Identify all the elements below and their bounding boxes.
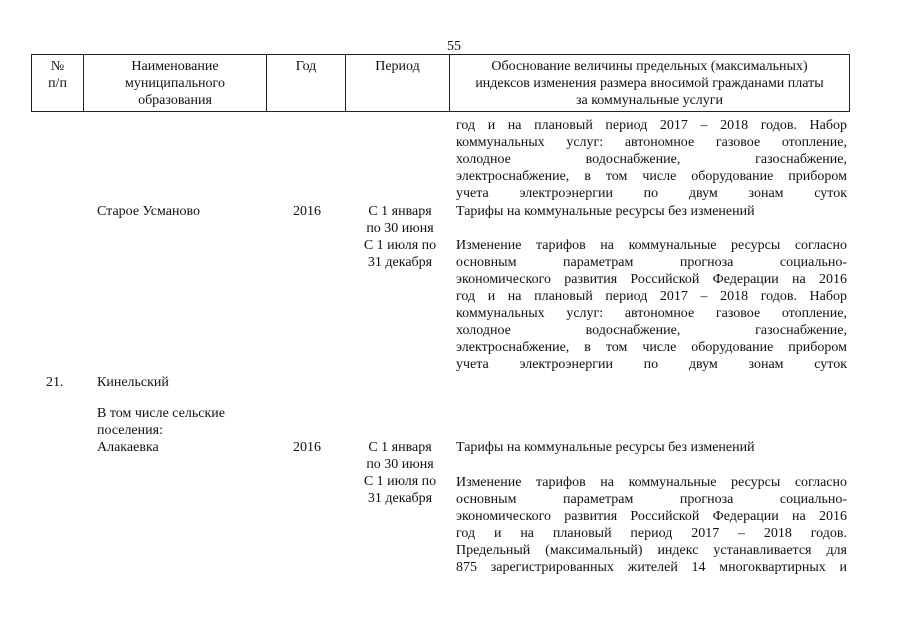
header-name-line: муниципального (125, 76, 225, 91)
row-period (352, 203, 448, 271)
period-line: С 1 июля по (363, 238, 437, 253)
reason-line: Изменение тарифов на коммунальные ресурсы согласно (456, 238, 847, 253)
reason-line: учета электроэнергии по двум зонам суток (456, 186, 847, 201)
header-num (32, 55, 84, 112)
reason-line: экономического развития Российской Федерации на 2016 (456, 509, 847, 524)
reason-line: основным параметрам прогноза социально- (456, 255, 847, 270)
header-period-line: Период (375, 59, 420, 74)
reason-line: электроснабжение, в том числе оборудование прибором (456, 340, 847, 355)
period-line: по 30 июня (366, 457, 434, 472)
row-reason-2 (456, 237, 847, 373)
reason-line: год и на плановый период 2017 – 2018 годов. (456, 526, 847, 541)
reason-line: Предельный (максимальный) индекс устанавливается для (456, 543, 847, 558)
row-period (352, 439, 448, 507)
period-line: С 1 января (368, 440, 432, 455)
reason-line: холодное водоснабжение, газоснабжение, (456, 152, 847, 167)
reason-line: холодное водоснабжение, газоснабжение, (456, 323, 847, 338)
reason-line: год и на плановый период 2017 – 2018 годов. Набор (456, 289, 847, 304)
row-reason-2 (456, 474, 847, 576)
reason-line: коммунальных услуг: автономное газовое отопление, (456, 306, 847, 321)
table-header (31, 54, 850, 112)
period-line: С 1 января (368, 204, 432, 219)
reason-line: электроснабжение, в том числе оборудование прибором (456, 169, 847, 184)
row-year: 2016 (293, 440, 321, 455)
row-subheading (97, 405, 277, 439)
header-num-line: п/п (48, 76, 67, 91)
reason-line: учета электроэнергии по двум зонам суток (456, 357, 847, 372)
header-reason (450, 55, 850, 112)
page-number: 55 (447, 39, 461, 54)
row-reason-1: Тарифы на коммунальные ресурсы без изменений (456, 440, 755, 455)
header-reason-line: индексов изменения размера вносимой гражданами платы (475, 76, 824, 91)
reason-line: коммунальных услуг: автономное газовое отопление, (456, 135, 847, 150)
reason-line: экономического развития Российской Федерации на 2016 (456, 272, 847, 287)
header-period (346, 55, 450, 112)
reason-continuation (456, 117, 847, 202)
header-year-line: Год (295, 59, 317, 74)
header-name (84, 55, 267, 112)
row-name: Алакаевка (97, 440, 159, 455)
row-year: 2016 (293, 204, 321, 219)
header-num-line: № (50, 59, 65, 74)
header-year (267, 55, 346, 112)
period-line: 31 декабря (367, 491, 433, 506)
row-name: Кинельский (97, 375, 169, 390)
period-line: С 1 июля по (363, 474, 437, 489)
reason-line: 875 зарегистрированных жителей 14 многоквартирных и (456, 560, 847, 575)
header-name-line: Наименование (131, 59, 219, 74)
row-reason-1: Тарифы на коммунальные ресурсы без изменений (456, 204, 755, 219)
period-line: 31 декабря (367, 255, 433, 270)
period-line: по 30 июня (366, 221, 434, 236)
subheading-line: В том числе сельские (97, 406, 226, 421)
reason-line: Изменение тарифов на коммунальные ресурсы согласно (456, 475, 847, 490)
subheading-line: поселения: (97, 423, 163, 438)
header-reason-line: за коммунальные услуги (575, 93, 724, 108)
row-name: Старое Усманово (97, 204, 200, 219)
reason-line: год и на плановый период 2017 – 2018 годов. Набор (456, 118, 847, 133)
header-name-line: образования (138, 93, 212, 108)
row-number: 21. (46, 375, 64, 390)
reason-line: основным параметрам прогноза социально- (456, 492, 847, 507)
header-reason-line: Обоснование величины предельных (максимальных) (491, 59, 808, 74)
